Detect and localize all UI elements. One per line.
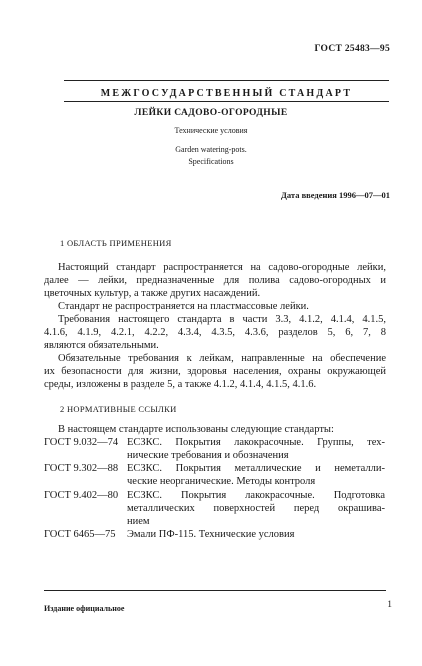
reference-title: ЕСЗКС. Покрытия лакокрасочные. Подготовка bbox=[127, 490, 385, 501]
paragraph-line: Требования настоящего стандарта в части 3.3, 4.1.2, 4.1.4, 4.1.5, bbox=[58, 314, 386, 325]
paragraph-line: являются обязательными. bbox=[44, 340, 159, 351]
reference-code: ГОСТ 9.302—88 bbox=[44, 463, 119, 474]
paragraph-line: Настоящий стандарт распространяется на садово-огородные лейки, bbox=[58, 262, 386, 273]
doc-number: ГОСТ 25483—95 bbox=[314, 44, 390, 54]
introduction-date: Дата введения 1996—07—01 bbox=[281, 190, 390, 200]
english-subtitle: Specifications bbox=[188, 157, 234, 166]
section-heading-scope: 1 ОБЛАСТЬ ПРИМЕНЕНИЯ bbox=[60, 238, 172, 248]
references-intro: В настоящем стандарте использованы следующие стандарты: bbox=[58, 424, 334, 435]
standard-type: МЕЖГОСУДАРСТВЕННЫЙ СТАНДАРТ bbox=[100, 88, 353, 99]
paragraph-line: их безопасности для жизни, здоровья населения, охраны окружающей bbox=[44, 366, 386, 377]
paragraph-line: Стандарт не распространяется на пластмассовые лейки. bbox=[58, 301, 309, 312]
footer-rule bbox=[44, 590, 386, 591]
reference-title: Эмали ПФ-115. Технические условия bbox=[127, 529, 295, 540]
top-rule bbox=[64, 80, 389, 81]
reference-title: нические требования и обозначения bbox=[127, 450, 289, 461]
paragraph-line: цветочных культур, а также других насаждений. bbox=[44, 288, 261, 299]
paragraph-line: далее — лейки, предназначенные для полива садово-огородных и bbox=[44, 275, 386, 286]
reference-code: ГОСТ 9.032—74 bbox=[44, 437, 119, 448]
edition-note: Издание официальное bbox=[44, 604, 125, 613]
section-heading-references: 2 НОРМАТИВНЫЕ ССЫЛКИ bbox=[60, 404, 177, 414]
reference-title: металлических поверхностей перед окрашива- bbox=[127, 503, 385, 514]
reference-title: ческие неорганические. Методы контроля bbox=[127, 476, 316, 487]
reference-code: ГОСТ 9.402—80 bbox=[44, 490, 119, 501]
paragraph-line: 4.1.6, 4.1.9, 4.2.1, 4.2.2, 4.3.4, 4.3.5, 4.3.6, разделов 5, 6, 7, 8 bbox=[44, 327, 386, 338]
english-title: Garden watering-pots. bbox=[175, 145, 247, 154]
page-number: 1 bbox=[387, 600, 392, 610]
reference-title: ЕСЗКС. Покрытия лакокрасочные. Группы, тех- bbox=[127, 437, 385, 448]
reference-title: ЕСЗКС. Покрытия металлические и неметалли- bbox=[127, 463, 385, 474]
bottom-rule bbox=[64, 101, 389, 102]
reference-title: нием bbox=[127, 516, 150, 527]
page-subtitle: Технические условия bbox=[174, 126, 248, 135]
reference-code: ГОСТ 6465—75 bbox=[44, 529, 116, 540]
paragraph-line: Обязательные требования к лейкам, направленные на обеспечение bbox=[58, 353, 386, 364]
page-title: ЛЕЙКИ САДОВО-ОГОРОДНЫЕ bbox=[134, 108, 288, 118]
paragraph-line: среды, изложены в разделе 5, а также 4.1.2, 4.1.4, 4.1.5, 4.1.6. bbox=[44, 379, 317, 390]
